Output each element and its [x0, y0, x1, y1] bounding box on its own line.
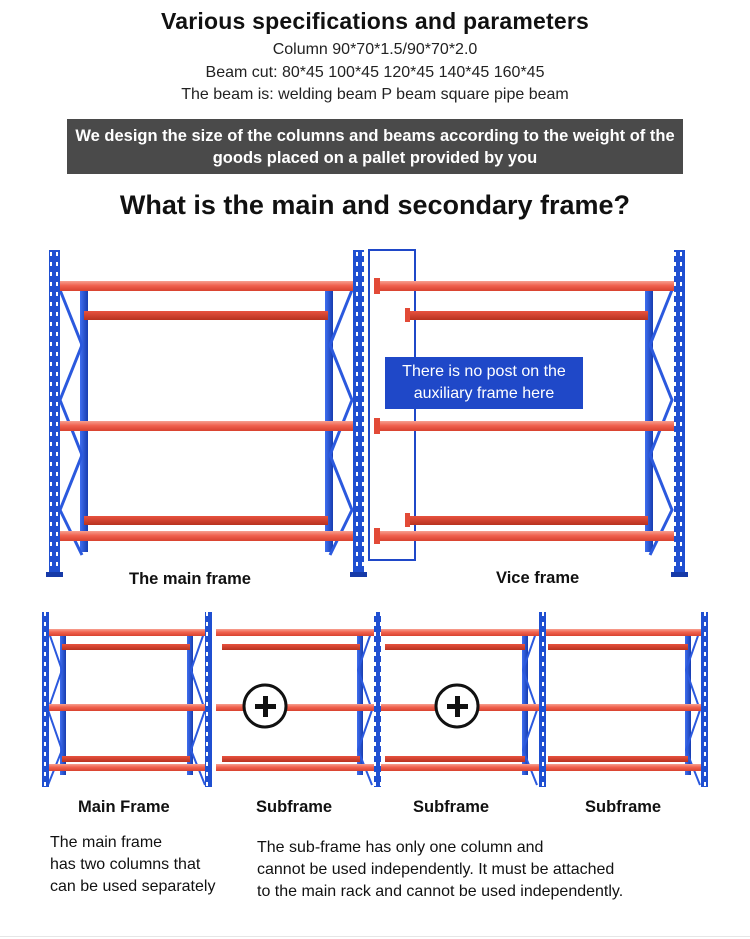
vice-frame-top	[374, 250, 688, 577]
bottom-subframe-label-3: Subframe	[585, 798, 662, 816]
main-frame-description: The main frame has two columns that can be used separately	[50, 834, 216, 895]
spec-column: Column 90*70*1.5/90*70*2.0	[272, 41, 478, 58]
subframe-description: The sub-frame has only one column and cannot be used independently. It must be attached to the main rack and cannot be used independently.	[257, 839, 624, 900]
subframe-bottom-1	[216, 612, 381, 787]
bottom-main-frame-label: Main Frame	[78, 798, 170, 816]
bottom-subframe-label-2: Subframe	[413, 798, 490, 816]
plus-circle-icon	[436, 685, 478, 727]
subframe-bottom-3	[546, 612, 708, 787]
main-frame-top	[46, 250, 367, 577]
bottom-divider	[0, 936, 750, 937]
spec-beam-type: The beam is: welding beam P beam square pipe beam	[181, 86, 569, 103]
section-heading: What is the main and secondary frame?	[119, 190, 631, 220]
main-frame-label: The main frame	[129, 570, 251, 588]
main-frame-bottom	[42, 612, 212, 787]
design-banner: We design the size of the columns and beams according to the weight of the goods placed on a pallet provided by you	[67, 119, 683, 174]
plus-circle-icon	[244, 685, 286, 727]
bottom-subframe-label-1: Subframe	[256, 798, 333, 816]
no-post-callout: There is no post on the auxiliary frame here	[385, 357, 583, 409]
vice-frame-label: Vice frame	[496, 569, 580, 587]
spec-beam-cut: Beam cut: 80*45 100*45 120*45 140*45 160*45	[205, 64, 545, 81]
page-title: Various specifications and parameters	[161, 8, 589, 34]
